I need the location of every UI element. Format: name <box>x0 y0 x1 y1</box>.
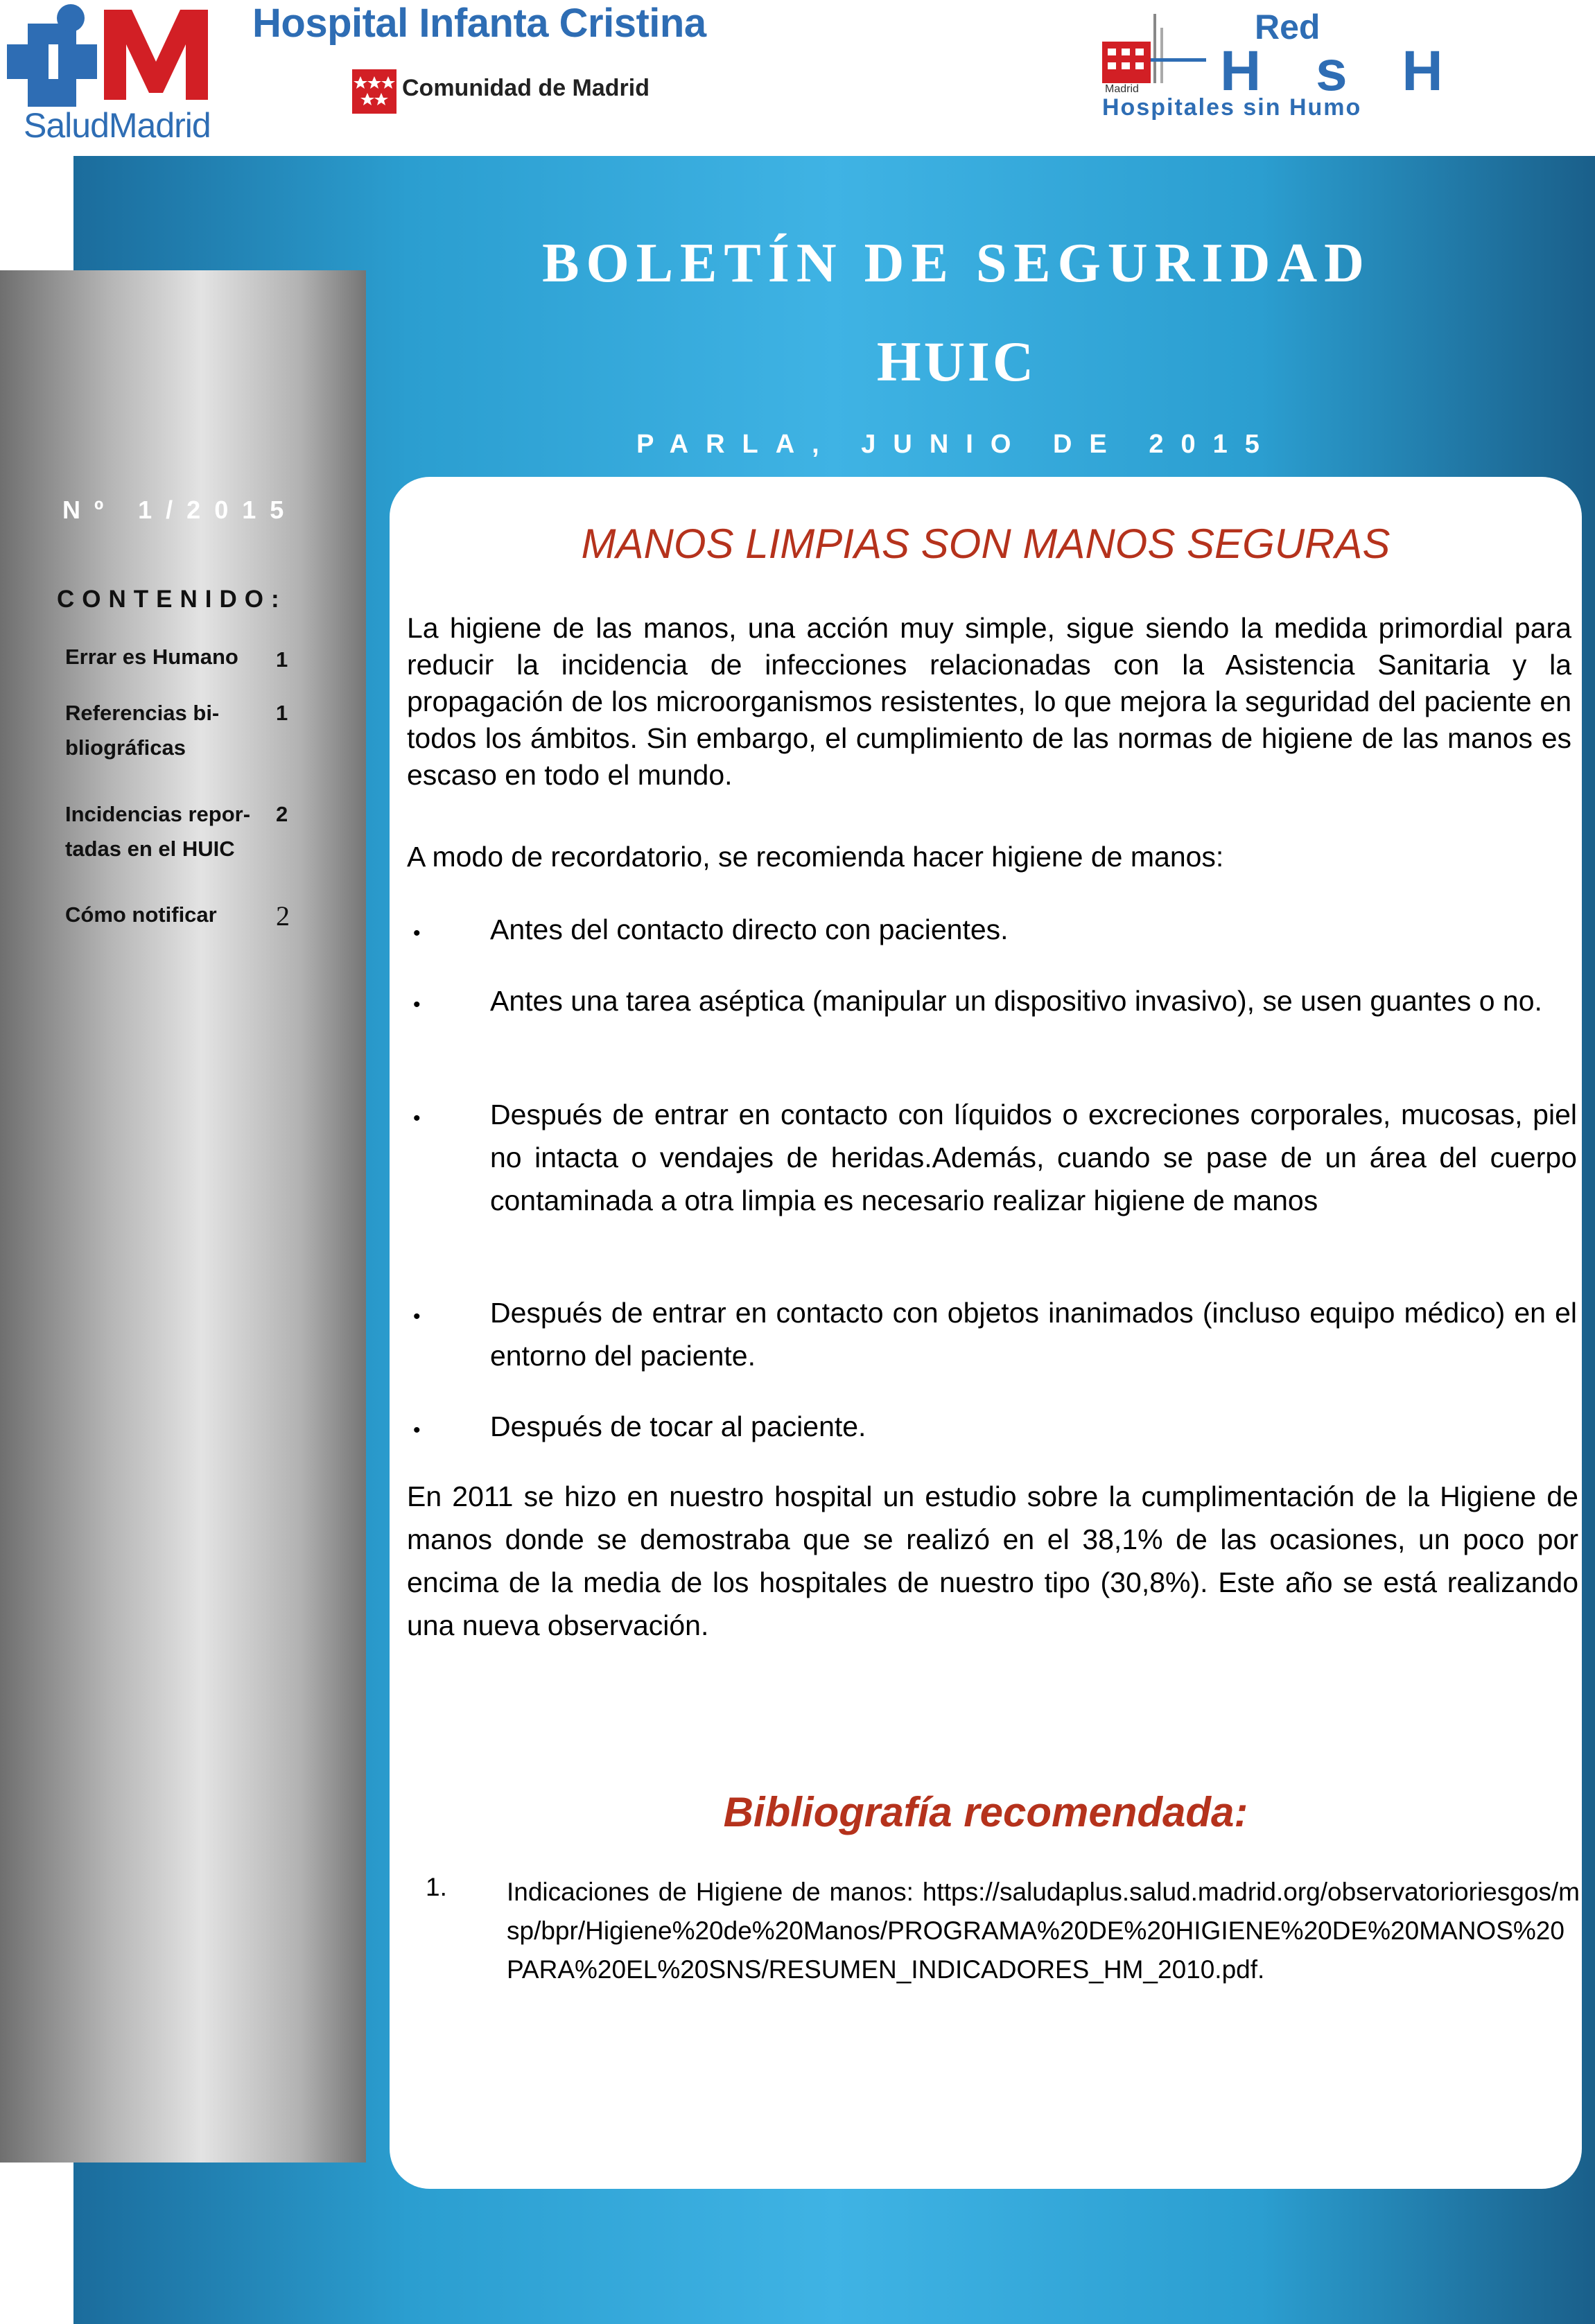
bibliography-item-number: 1. <box>426 1873 447 1901</box>
toc-item-label: Referencias bi-bliográficas <box>65 701 220 760</box>
toc-item-page: 2 <box>276 900 290 932</box>
bullet-item: Después de entrar en contacto con objetos inanimados (incluso equipo médico) en el entorno del paciente. <box>490 1297 1577 1372</box>
contents-heading: CONTENIDO: <box>57 586 287 613</box>
article-study: En 2011 se hizo en nuestro hospital un estudio sobre la cumplimentación de la Higiene de manos donde se demostraba que se realizó en el 38,1% de las ocasiones, un poco por encima de la media de los hospitales de nuestro tipo (30,8%). Este año se está realizando una nueva observación. <box>407 1480 1578 1641</box>
comunidad-madrid-flag-icon <box>352 69 396 114</box>
article-reminder: A modo de recordatorio, se recomienda hacer higiene de manos: <box>407 841 1224 873</box>
toc-item-page: 2 <box>276 802 288 826</box>
bullet-icon: • <box>413 993 421 1016</box>
toc-item-label: Incidencias repor-tadas en el HUIC <box>65 802 251 861</box>
bulletin-date: PARLA, JUNIO DE 2015 <box>636 430 1277 459</box>
sidebar-panel <box>0 270 366 2163</box>
hsh-letters: H s H <box>1220 40 1463 103</box>
bulletin-subtitle: HUIC <box>876 330 1037 393</box>
bibliography-item-text: Indicaciones de Higiene de manos: https://saludaplus.salud.madrid.org/observatorioriesgos/msp/bpr/Higiene%20de%20Manos/PROGRAMA%20DE%20HIGIENE%20DE%20MANOS%20PARA%20EL%20SNS/RESUMEN_INDICADORES_HM_2010.pdf. <box>507 1878 1580 1984</box>
bullet-icon: • <box>413 1419 421 1442</box>
salud-madrid-wordmark: SaludMadrid <box>24 106 211 145</box>
article-intro: La higiene de las manos, una acción muy simple, sigue siendo la medida primordial para reducir la incidencia de infecciones relacionadas con la Asistencia Sanitaria y la propagación de los microorganismos resistentes, lo que mejora la seguridad del paciente en todos los ámbitos. Sin embargo, el cumplimiento de las normas de higiene de las manos es escaso en todo el mundo. <box>407 612 1571 791</box>
issue-number: Nº 1/2015 <box>62 496 298 524</box>
bullet-icon: • <box>413 1305 421 1328</box>
bullet-item: Después de tocar al paciente. <box>490 1410 866 1442</box>
bulletin-title: BOLETÍN DE SEGURIDAD <box>542 233 1371 294</box>
bullet-item: Antes una tarea aséptica (manipular un dispositivo invasivo), se usen guantes o no. <box>490 985 1542 1017</box>
article-title: MANOS LIMPIAS SON MANOS SEGURAS <box>581 521 1391 567</box>
bullet-item: Antes del contacto directo con pacientes. <box>490 914 1009 945</box>
toc-item-label: Errar es Humano <box>65 645 238 669</box>
header <box>0 0 1595 156</box>
hospital-name: Hospital Infanta Cristina <box>252 1 706 46</box>
toc-item-page: 1 <box>276 701 288 725</box>
toc-item-label: Cómo notificar <box>65 902 217 927</box>
toc-item-page: 1 <box>276 647 288 672</box>
salud-madrid-logo <box>7 3 236 145</box>
hsh-red-label: Red <box>1255 8 1321 46</box>
hospitales-sin-humo-logo <box>1102 7 1490 125</box>
bullet-item: Después de entrar en contacto con líquidos o excreciones corporales, mucosas, piel no intacta o vendajes de heridas.Además, cuando se pase de un área del cuerpo contaminada a otra limpia es necesario realizar higiene de manos <box>490 1099 1577 1216</box>
bibliography-title: Bibliografía recomendada: <box>723 1789 1248 1835</box>
bullet-icon: • <box>413 1107 421 1130</box>
bullet-icon: • <box>413 922 421 945</box>
hsh-tagline: Hospitales sin Humo <box>1102 94 1362 121</box>
hsh-region: Madrid <box>1105 83 1139 95</box>
comunidad-madrid-label: Comunidad de Madrid <box>402 75 650 101</box>
